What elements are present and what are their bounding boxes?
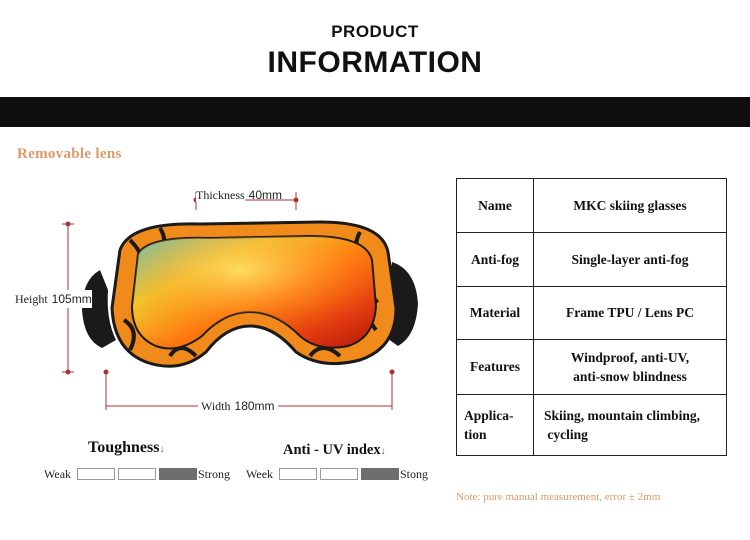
scale-low-label: Weak <box>44 467 72 481</box>
rating-title: Toughness <box>88 439 160 456</box>
table-row <box>457 179 727 233</box>
spec-value-line: Skiing, mountain climbing, <box>544 408 701 423</box>
thickness-label: Thickness <box>196 188 245 202</box>
spec-name-line: tion <box>464 427 487 442</box>
table-row <box>457 340 727 395</box>
thickness-value: 40mm <box>248 188 282 202</box>
spec-value-line: cycling <box>544 427 588 442</box>
spec-value-line: Windproof, anti-UV, <box>570 350 690 365</box>
spec-name: Name <box>457 179 534 233</box>
scale-high-label: Stong <box>400 467 429 481</box>
width-value: 180mm <box>234 399 275 413</box>
width-label: Width <box>201 399 231 413</box>
rating-segment <box>320 468 358 480</box>
spec-value: MKC skiing glasses <box>534 179 727 233</box>
rating-segment-filled <box>361 468 399 480</box>
spec-table <box>456 178 727 456</box>
height-label: Height <box>15 292 48 306</box>
toughness-scale <box>44 468 244 482</box>
spec-name <box>457 395 534 456</box>
spec-value: Single-layer anti-fog <box>534 233 727 287</box>
down-arrow-icon: ↓ <box>380 446 386 457</box>
rating-segment-filled <box>159 468 197 480</box>
header-information-title: INFORMATION <box>267 46 483 79</box>
rating-bar <box>77 468 199 482</box>
rating-segment <box>118 468 156 480</box>
scale-low-label: Week <box>246 467 274 481</box>
anti-uv-scale <box>246 468 446 482</box>
table-row <box>457 395 727 456</box>
spec-name-line: Applica- <box>464 408 514 423</box>
measurement-note: Note: pure manual measurement, error ± 2mm <box>456 491 661 503</box>
table-row <box>457 233 727 287</box>
rating-segment <box>77 468 115 480</box>
thickness-annotation <box>196 186 282 204</box>
scale-high-label: Strong <box>198 467 231 481</box>
header-product-text: PRODUCT <box>331 22 419 41</box>
rating-segment <box>279 468 317 480</box>
spec-value: Frame TPU / Lens PC <box>534 287 727 340</box>
spec-name: Features <box>457 340 534 395</box>
anti-uv-title <box>283 441 386 459</box>
down-arrow-icon: ↓ <box>159 444 165 455</box>
dimension-lines <box>0 0 450 420</box>
height-value: 105mm <box>51 292 92 306</box>
spec-value <box>534 340 727 395</box>
spec-value <box>534 395 727 456</box>
spec-name: Material <box>457 287 534 340</box>
spec-value-line: anti-snow blindness <box>573 369 687 384</box>
removable-lens-title: Removable lens <box>17 146 122 162</box>
table-row <box>457 287 727 340</box>
width-annotation <box>198 397 278 415</box>
height-annotation <box>15 290 92 308</box>
rating-bar <box>279 468 401 482</box>
rating-title: Anti - UV index <box>283 442 381 458</box>
toughness-title <box>88 439 164 457</box>
spec-name: Anti-fog <box>457 233 534 287</box>
